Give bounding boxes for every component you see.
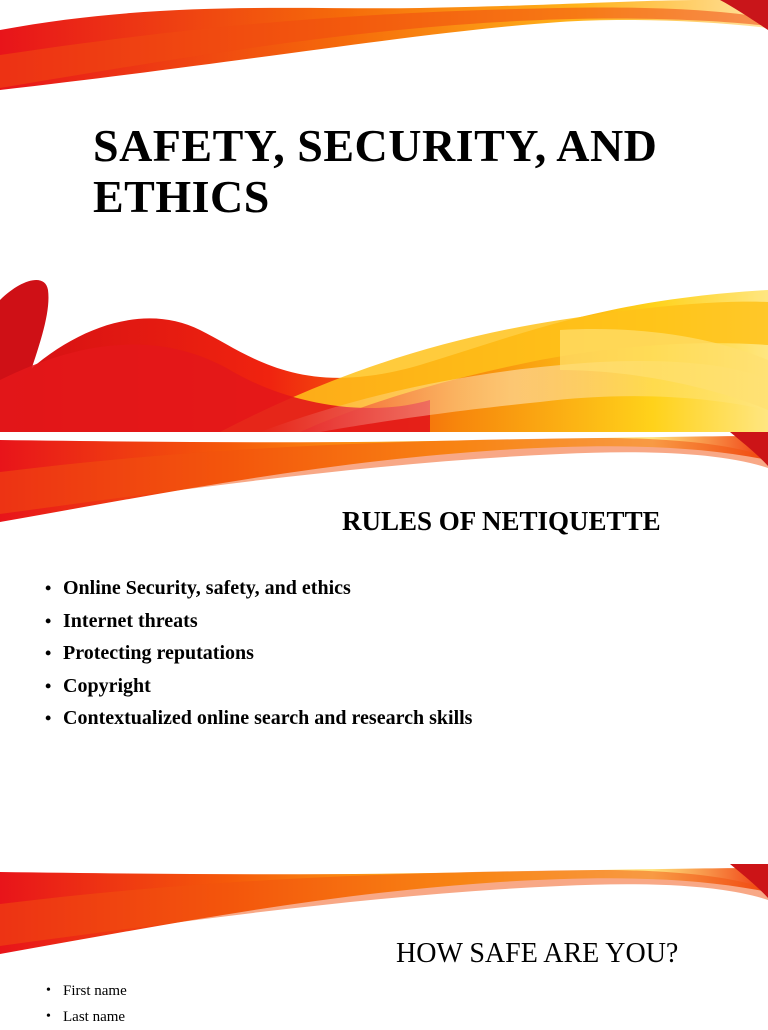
bullet-icon: • bbox=[46, 983, 51, 998]
bullet-icon: • bbox=[45, 708, 52, 729]
slide-3-title: HOW SAFE ARE YOU? bbox=[396, 938, 679, 969]
bullet-icon: • bbox=[45, 643, 52, 664]
list-item: • Protecting reputations bbox=[45, 637, 472, 670]
list-item: • Internet threats bbox=[45, 605, 472, 638]
list-item: • Last name bbox=[46, 1004, 127, 1030]
safety-bullet-list bbox=[46, 978, 127, 1030]
bullet-icon: • bbox=[46, 1009, 51, 1024]
bullet-icon: • bbox=[45, 675, 52, 696]
bullet-icon: • bbox=[45, 578, 52, 599]
slide-1 bbox=[0, 0, 768, 432]
list-item: • Contextualized online search and research skills bbox=[45, 702, 472, 735]
netiquette-bullet-list bbox=[45, 572, 472, 735]
bullet-icon: • bbox=[45, 610, 52, 631]
list-item: • Online Security, safety, and ethics bbox=[45, 572, 472, 605]
list-item: • First name bbox=[46, 978, 127, 1004]
slide-2-title: RULES OF NETIQUETTE bbox=[342, 506, 661, 536]
list-item: • Copyright bbox=[45, 670, 472, 703]
title-safety-security-ethics: SAFETY, SECURITY, AND ETHICS bbox=[93, 120, 658, 222]
